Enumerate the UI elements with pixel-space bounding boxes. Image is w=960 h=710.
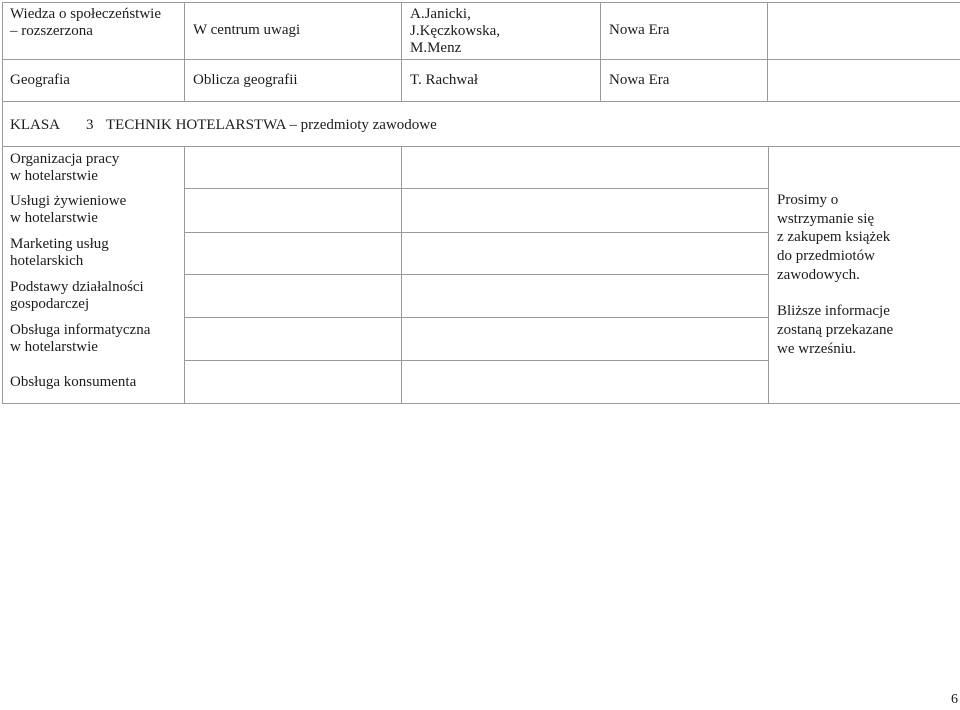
row2-publisher: Nowa Era	[609, 72, 670, 88]
subjects-row-rule	[184, 188, 769, 189]
subject-item-6: Obsługa konsumenta	[10, 374, 137, 390]
note-line-4: do przedmiotów	[777, 248, 875, 264]
row2-empty-cell	[767, 59, 960, 102]
subjects-row-rule	[184, 274, 769, 275]
page-number: 6	[951, 692, 958, 707]
subjects-row-rule	[184, 360, 769, 361]
note-line-7: zostaną przekazane	[777, 322, 894, 338]
subject-item-5-line1: Obsługa informatyczna	[10, 322, 151, 338]
row2-subject: Geografia	[10, 72, 70, 88]
subject-item-4-line1: Podstawy działalności	[10, 279, 144, 295]
subject-item-2-line2: w hotelarstwie	[10, 210, 98, 226]
row1-authors-line2: J.Kęczkowska,	[410, 23, 500, 39]
subject-item-2-line1: Usługi żywieniowe	[10, 193, 127, 209]
note-line-2: wstrzymanie się	[777, 211, 875, 227]
subject-item-5-line2: w hotelarstwie	[10, 339, 98, 355]
subjects-row-rule	[184, 232, 769, 233]
note-line-5: zawodowych.	[777, 267, 860, 283]
row2-authors: T. Rachwał	[410, 72, 479, 88]
row1-empty-cell	[767, 2, 960, 60]
note-line-6: Bliższe informacje	[777, 303, 890, 319]
row2-title: Oblicza geografii	[193, 72, 298, 88]
class-program: TECHNIK HOTELARSTWA – przedmioty zawodowe	[106, 117, 437, 133]
row1-publisher: Nowa Era	[609, 22, 670, 38]
title-column-cell	[184, 146, 402, 404]
class-grade: 3	[86, 117, 94, 133]
row1-authors-line1: A.Janicki,	[410, 6, 471, 22]
row1-authors-line3: M.Menz	[410, 40, 462, 56]
subject-item-3-line2: hotelarskich	[10, 253, 84, 269]
row1-subject-line2: – rozszerzona	[10, 23, 93, 39]
note-line-3: z zakupem książek	[777, 229, 891, 245]
note-line-1: Prosimy o	[777, 192, 839, 208]
note-line-8: we wrześniu.	[777, 341, 857, 357]
subjects-row-rule	[184, 317, 769, 318]
subject-item-1-line2: w hotelarstwie	[10, 168, 98, 184]
row1-title: W centrum uwagi	[193, 22, 301, 38]
subject-item-4-line2: gospodarczej	[10, 296, 90, 312]
row1-subject-line1: Wiedza o społeczeństwie	[10, 6, 161, 22]
class-label: KLASA	[10, 117, 61, 133]
subject-item-3-line1: Marketing usług	[10, 236, 109, 252]
subject-item-1-line1: Organizacja pracy	[10, 151, 120, 167]
authors-column-cell	[401, 146, 769, 404]
